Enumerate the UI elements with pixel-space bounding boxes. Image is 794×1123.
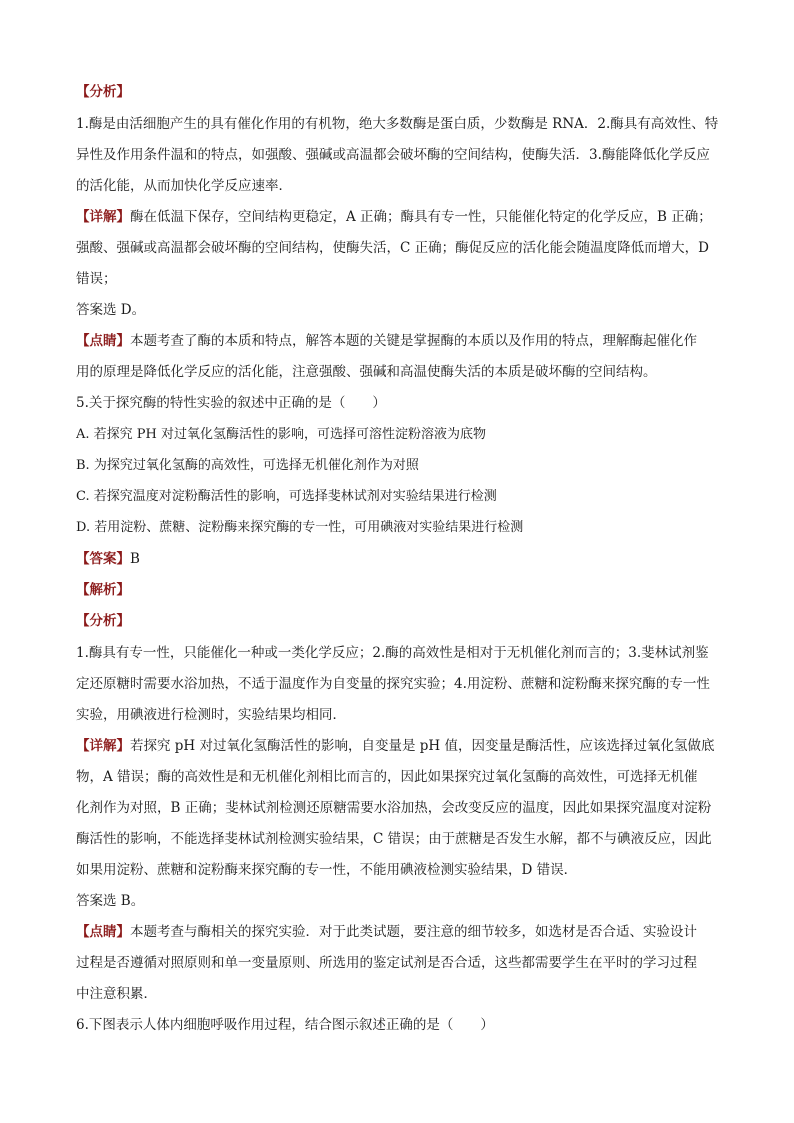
- answer-line: 答案选 D。: [76, 302, 146, 318]
- comment-paragraph: [76, 922, 726, 942]
- question-5-option-c: C. 若探究温度对淀粉酶活性的影响，可选择斐林试剂对实验结果进行检测: [76, 489, 497, 504]
- question-5-answer: [76, 549, 726, 569]
- explain-heading: [76, 580, 726, 600]
- comment-paragraph: [76, 331, 726, 351]
- comment-line: 中注意积累．: [76, 986, 157, 1002]
- detail-text: 酶在低温下保存，空间结构更稳定，A 正确；酶具有专一性，只能催化特定的化学反应，B 正确；: [130, 209, 712, 225]
- comment-line: 过程是否遵循对照原则和单一变量原则、所选用的鉴定试剂是否合适，这些都需要学生在平时的学习过程: [76, 955, 697, 971]
- detail-text: 若探究 pH 对过氧化氢酶活性的影响，自变量是 pH 值，因变量是酶活性，应该选择过氧化氢做底: [130, 738, 715, 754]
- question-6-stem: 6.下图表示人体内细胞呼吸作用过程，结合图示叙述正确的是（ ）: [76, 1017, 494, 1033]
- detail-paragraph: [76, 207, 726, 227]
- detail-line: 强酸、强碱或高温都会破坏酶的空间结构，使酶失活，C 正确；酶促反应的活化能会随温度降低而增大，D: [76, 240, 709, 256]
- comment-line: 用的原理是降低化学反应的活化能，注意强酸、强碱和高温使酶失活的本质是破坏酶的空间结构。: [76, 364, 657, 380]
- answer-line: 答案选 B。: [76, 893, 145, 909]
- detail-line: 错误；: [76, 271, 117, 287]
- analysis-heading: [76, 611, 726, 631]
- detail-line: 如果用淀粉、蔗糖和淀粉酶来探究酶的专一性，不能用碘液检测实验结果，D 错误．: [76, 862, 578, 878]
- comment-text: 本题考查了酶的本质和特点，解答本题的关键是掌握酶的本质以及作用的特点，理解酶起催化作: [130, 333, 697, 349]
- analysis-line: 1.酶具有专一性，只能催化一种或一类化学反应；2.酶的高效性是相对于无机催化剂而言的；3.斐林试剂鉴: [76, 645, 709, 661]
- analysis-line: 异性及作用条件温和的特点，如强酸、强碱或高温都会破坏酶的空间结构，使酶失活．3.酶能降低化学反应: [76, 147, 710, 163]
- detail-line: 酶活性的影响，不能选择斐林试剂检测实验结果，C 错误；由于蔗糖是否发生水解，都不与碘液反应，因此: [76, 831, 712, 847]
- question-5-option-d: D. 若用淀粉、蔗糖、淀粉酶来探究酶的专一性，可用碘液对实验结果进行检测: [76, 520, 524, 535]
- question-5-stem: 5.关于探究酶的特性实验的叙述中正确的是（ ）: [76, 395, 386, 411]
- answer-value: B: [130, 551, 140, 567]
- detail-paragraph: [76, 736, 726, 756]
- comment-tag: 【点睛】: [76, 924, 130, 940]
- analysis-line: 的活化能，从而加快化学反应速率．: [76, 178, 292, 194]
- explain-tag: 【解析】: [76, 582, 130, 598]
- detail-line: 物，A 错误；酶的高效性是和无机催化剂相比而言的，因此如果探究过氧化氢酶的高效性，可选择无机催: [76, 769, 698, 785]
- analysis-tag: 【分析】: [76, 613, 130, 629]
- comment-text: 本题考查与酶相关的探究实验．对于此类试题，要注意的细节较多，如选材是否合适、实验设计: [130, 924, 697, 940]
- question-5-option-b: B. 为探究过氧化氢酶的高效性，可选择无机催化剂作为对照: [76, 458, 419, 473]
- analysis-line: 定还原糖时需要水浴加热，不适于温度作为自变量的探究实验；4.用淀粉、蔗糖和淀粉酶来探究酶的专一性: [76, 676, 710, 692]
- comment-tag: 【点睛】: [76, 333, 130, 349]
- analysis-tag: 【分析】: [76, 84, 130, 100]
- detail-line: 化剂作为对照，B 正确；斐林试剂检测还原糖需要水浴加热，会改变反应的温度，因此如果探究温度对淀粉: [76, 800, 712, 816]
- analysis-line: 实验，用碘液进行检测时，实验结果均相同．: [76, 707, 346, 723]
- answer-tag: 【答案】: [76, 551, 130, 567]
- question-5-option-a: A. 若探究 PH 对过氧化氢酶活性的影响，可选择可溶性淀粉溶液为底物: [76, 427, 487, 442]
- detail-tag: 【详解】: [76, 209, 130, 225]
- analysis-heading: [76, 82, 726, 102]
- analysis-line: 1.酶是由活细胞产生的具有催化作用的有机物，绝大多数酶是蛋白质，少数酶是 RNA．2.酶具有高效性、特: [76, 116, 719, 132]
- detail-tag: 【详解】: [76, 738, 130, 754]
